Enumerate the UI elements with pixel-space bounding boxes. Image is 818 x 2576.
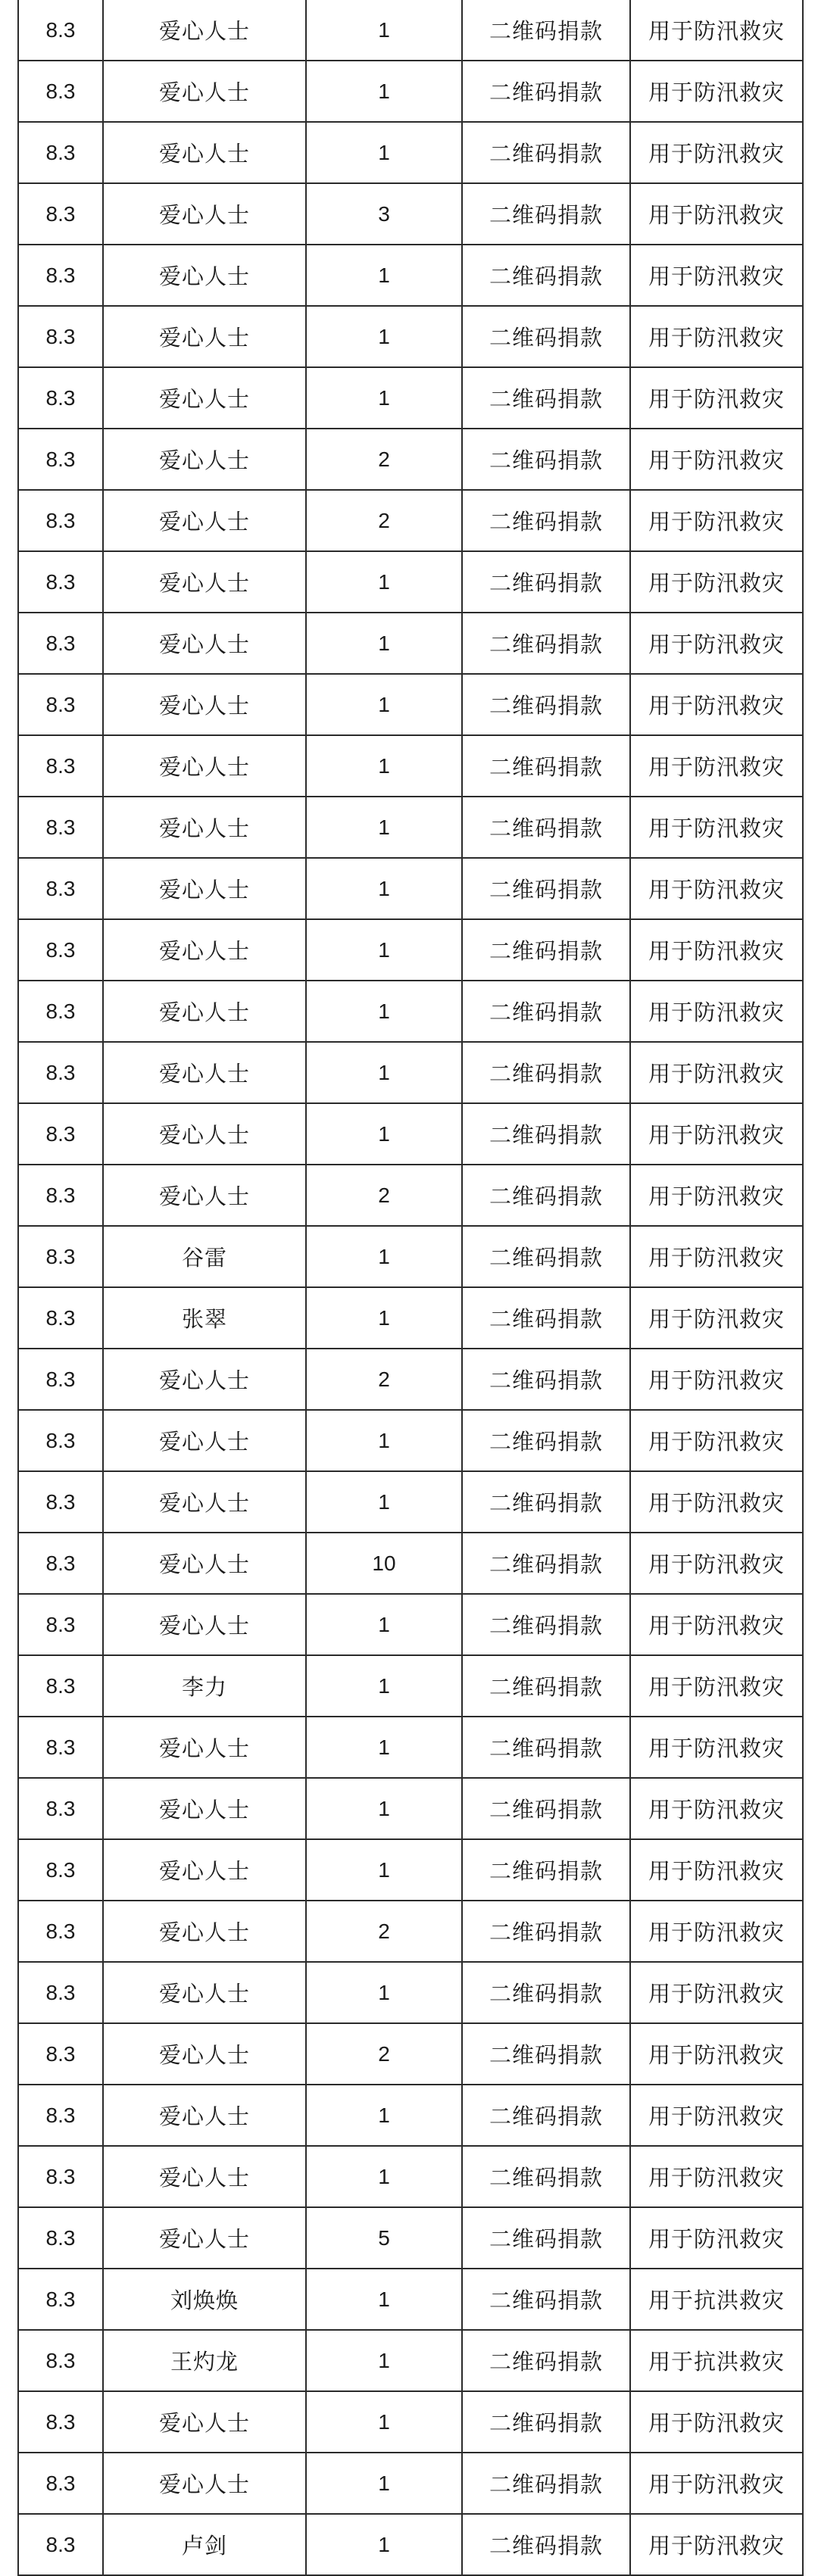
amount-cell: 5	[306, 2207, 462, 2269]
amount-cell: 1	[306, 122, 462, 183]
table-row	[18, 1901, 803, 1962]
amount-cell: 2	[306, 2023, 462, 2085]
table-row	[18, 1410, 803, 1471]
amount-cell: 1	[306, 1962, 462, 2023]
donor-cell: 爱心人士	[103, 674, 306, 735]
method-cell: 二维码捐款	[462, 1533, 630, 1594]
method-cell: 二维码捐款	[462, 2023, 630, 2085]
amount-cell: 1	[306, 1471, 462, 1533]
donor-cell: 爱心人士	[103, 2391, 306, 2453]
donor-cell: 爱心人士	[103, 429, 306, 490]
purpose-cell: 用于防汛救灾	[630, 2023, 803, 2085]
purpose-cell: 用于防汛救灾	[630, 1962, 803, 2023]
method-cell: 二维码捐款	[462, 674, 630, 735]
purpose-cell: 用于防汛救灾	[630, 2391, 803, 2453]
purpose-cell: 用于防汛救灾	[630, 1103, 803, 1165]
donor-cell: 爱心人士	[103, 1042, 306, 1103]
method-cell: 二维码捐款	[462, 61, 630, 122]
method-cell: 二维码捐款	[462, 551, 630, 613]
method-cell: 二维码捐款	[462, 2391, 630, 2453]
purpose-cell: 用于防汛救灾	[630, 122, 803, 183]
method-cell: 二维码捐款	[462, 1042, 630, 1103]
date-cell: 8.3	[18, 1410, 103, 1471]
date-cell: 8.3	[18, 797, 103, 858]
date-cell: 8.3	[18, 1655, 103, 1717]
amount-cell: 1	[306, 2514, 462, 2575]
purpose-cell: 用于防汛救灾	[630, 2207, 803, 2269]
table-row	[18, 1103, 803, 1165]
purpose-cell: 用于防汛救灾	[630, 1287, 803, 1349]
amount-cell: 2	[306, 1349, 462, 1410]
method-cell: 二维码捐款	[462, 1287, 630, 1349]
amount-cell: 1	[306, 858, 462, 919]
date-cell: 8.3	[18, 183, 103, 245]
date-cell: 8.3	[18, 490, 103, 551]
donor-cell: 王灼龙	[103, 2330, 306, 2391]
table-row	[18, 1042, 803, 1103]
table-row	[18, 367, 803, 429]
date-cell: 8.3	[18, 1901, 103, 1962]
purpose-cell: 用于防汛救灾	[630, 1533, 803, 1594]
purpose-cell: 用于防汛救灾	[630, 306, 803, 367]
method-cell: 二维码捐款	[462, 183, 630, 245]
table-row	[18, 306, 803, 367]
table-row	[18, 551, 803, 613]
date-cell: 8.3	[18, 2514, 103, 2575]
method-cell: 二维码捐款	[462, 797, 630, 858]
donation-table	[17, 0, 804, 2576]
donor-cell: 爱心人士	[103, 735, 306, 797]
donor-cell: 爱心人士	[103, 2085, 306, 2146]
table-row	[18, 797, 803, 858]
table-row	[18, 2391, 803, 2453]
date-cell: 8.3	[18, 0, 103, 61]
amount-cell: 1	[306, 0, 462, 61]
amount-cell: 3	[306, 183, 462, 245]
purpose-cell: 用于防汛救灾	[630, 1471, 803, 1533]
donor-cell: 爱心人士	[103, 2207, 306, 2269]
purpose-cell: 用于防汛救灾	[630, 1839, 803, 1901]
amount-cell: 1	[306, 1655, 462, 1717]
donor-cell: 谷雷	[103, 1226, 306, 1287]
date-cell: 8.3	[18, 551, 103, 613]
purpose-cell: 用于防汛救灾	[630, 735, 803, 797]
method-cell: 二维码捐款	[462, 1349, 630, 1410]
donor-cell: 爱心人士	[103, 1594, 306, 1655]
method-cell: 二维码捐款	[462, 2207, 630, 2269]
amount-cell: 1	[306, 2391, 462, 2453]
table-row	[18, 2330, 803, 2391]
date-cell: 8.3	[18, 2330, 103, 2391]
donor-cell: 李力	[103, 1655, 306, 1717]
method-cell: 二维码捐款	[462, 490, 630, 551]
purpose-cell: 用于防汛救灾	[630, 367, 803, 429]
amount-cell: 1	[306, 1717, 462, 1778]
purpose-cell: 用于防汛救灾	[630, 2085, 803, 2146]
date-cell: 8.3	[18, 1839, 103, 1901]
donor-cell: 爱心人士	[103, 2023, 306, 2085]
table-row	[18, 2146, 803, 2207]
donor-cell: 爱心人士	[103, 61, 306, 122]
date-cell: 8.3	[18, 1471, 103, 1533]
method-cell: 二维码捐款	[462, 1901, 630, 1962]
table-row	[18, 735, 803, 797]
date-cell: 8.3	[18, 1042, 103, 1103]
date-cell: 8.3	[18, 367, 103, 429]
date-cell: 8.3	[18, 981, 103, 1042]
amount-cell: 1	[306, 1594, 462, 1655]
method-cell: 二维码捐款	[462, 122, 630, 183]
amount-cell: 1	[306, 2453, 462, 2514]
donor-cell: 爱心人士	[103, 1839, 306, 1901]
donor-cell: 爱心人士	[103, 1533, 306, 1594]
table-row	[18, 1778, 803, 1839]
table-row	[18, 122, 803, 183]
table-row	[18, 429, 803, 490]
table-row	[18, 2453, 803, 2514]
donor-cell: 卢剑	[103, 2514, 306, 2575]
method-cell: 二维码捐款	[462, 1717, 630, 1778]
date-cell: 8.3	[18, 1287, 103, 1349]
method-cell: 二维码捐款	[462, 1103, 630, 1165]
table-row	[18, 2269, 803, 2330]
donor-cell: 爱心人士	[103, 981, 306, 1042]
amount-cell: 1	[306, 735, 462, 797]
table-row	[18, 674, 803, 735]
date-cell: 8.3	[18, 919, 103, 981]
donor-cell: 爱心人士	[103, 1349, 306, 1410]
date-cell: 8.3	[18, 1778, 103, 1839]
date-cell: 8.3	[18, 2146, 103, 2207]
table-row	[18, 245, 803, 306]
purpose-cell: 用于防汛救灾	[630, 797, 803, 858]
date-cell: 8.3	[18, 2453, 103, 2514]
date-cell: 8.3	[18, 2207, 103, 2269]
date-cell: 8.3	[18, 1165, 103, 1226]
method-cell: 二维码捐款	[462, 2453, 630, 2514]
donor-cell: 爱心人士	[103, 1901, 306, 1962]
method-cell: 二维码捐款	[462, 1655, 630, 1717]
date-cell: 8.3	[18, 1226, 103, 1287]
table-row	[18, 1287, 803, 1349]
donor-cell: 爱心人士	[103, 490, 306, 551]
date-cell: 8.3	[18, 2023, 103, 2085]
amount-cell: 1	[306, 797, 462, 858]
method-cell: 二维码捐款	[462, 919, 630, 981]
date-cell: 8.3	[18, 245, 103, 306]
table-row	[18, 1226, 803, 1287]
method-cell: 二维码捐款	[462, 367, 630, 429]
table-row	[18, 2023, 803, 2085]
date-cell: 8.3	[18, 735, 103, 797]
purpose-cell: 用于防汛救灾	[630, 61, 803, 122]
table-row	[18, 2085, 803, 2146]
purpose-cell: 用于防汛救灾	[630, 183, 803, 245]
donor-cell: 爱心人士	[103, 1103, 306, 1165]
method-cell: 二维码捐款	[462, 245, 630, 306]
method-cell: 二维码捐款	[462, 2085, 630, 2146]
amount-cell: 1	[306, 367, 462, 429]
purpose-cell: 用于防汛救灾	[630, 674, 803, 735]
date-cell: 8.3	[18, 61, 103, 122]
donor-cell: 爱心人士	[103, 1165, 306, 1226]
purpose-cell: 用于防汛救灾	[630, 1717, 803, 1778]
table-row	[18, 613, 803, 674]
date-cell: 8.3	[18, 613, 103, 674]
purpose-cell: 用于防汛救灾	[630, 1165, 803, 1226]
method-cell: 二维码捐款	[462, 858, 630, 919]
donor-cell: 爱心人士	[103, 0, 306, 61]
method-cell: 二维码捐款	[462, 1165, 630, 1226]
donor-cell: 张翠	[103, 1287, 306, 1349]
purpose-cell: 用于防汛救灾	[630, 2453, 803, 2514]
amount-cell: 1	[306, 306, 462, 367]
amount-cell: 1	[306, 1839, 462, 1901]
date-cell: 8.3	[18, 1103, 103, 1165]
method-cell: 二维码捐款	[462, 2330, 630, 2391]
method-cell: 二维码捐款	[462, 735, 630, 797]
donor-cell: 爱心人士	[103, 245, 306, 306]
donor-cell: 爱心人士	[103, 1962, 306, 2023]
amount-cell: 1	[306, 61, 462, 122]
amount-cell: 1	[306, 1103, 462, 1165]
amount-cell: 1	[306, 1042, 462, 1103]
table-row	[18, 1349, 803, 1410]
method-cell: 二维码捐款	[462, 1471, 630, 1533]
date-cell: 8.3	[18, 2085, 103, 2146]
table-row	[18, 919, 803, 981]
method-cell: 二维码捐款	[462, 2269, 630, 2330]
purpose-cell: 用于防汛救灾	[630, 1594, 803, 1655]
amount-cell: 1	[306, 1778, 462, 1839]
donation-table-body	[18, 0, 803, 2575]
amount-cell: 1	[306, 674, 462, 735]
amount-cell: 1	[306, 245, 462, 306]
amount-cell: 1	[306, 919, 462, 981]
purpose-cell: 用于防汛救灾	[630, 551, 803, 613]
donor-cell: 爱心人士	[103, 1778, 306, 1839]
purpose-cell: 用于抗洪救灾	[630, 2330, 803, 2391]
amount-cell: 2	[306, 490, 462, 551]
amount-cell: 1	[306, 2330, 462, 2391]
table-row	[18, 1594, 803, 1655]
date-cell: 8.3	[18, 122, 103, 183]
purpose-cell: 用于防汛救灾	[630, 1901, 803, 1962]
donor-cell: 爱心人士	[103, 367, 306, 429]
date-cell: 8.3	[18, 2391, 103, 2453]
table-row	[18, 1655, 803, 1717]
donor-cell: 爱心人士	[103, 183, 306, 245]
purpose-cell: 用于防汛救灾	[630, 1349, 803, 1410]
date-cell: 8.3	[18, 674, 103, 735]
purpose-cell: 用于防汛救灾	[630, 981, 803, 1042]
purpose-cell: 用于抗洪救灾	[630, 2269, 803, 2330]
table-row	[18, 490, 803, 551]
donor-cell: 爱心人士	[103, 1410, 306, 1471]
date-cell: 8.3	[18, 429, 103, 490]
purpose-cell: 用于防汛救灾	[630, 1042, 803, 1103]
amount-cell: 1	[306, 1287, 462, 1349]
donor-cell: 爱心人士	[103, 122, 306, 183]
amount-cell: 2	[306, 429, 462, 490]
purpose-cell: 用于防汛救灾	[630, 2146, 803, 2207]
date-cell: 8.3	[18, 306, 103, 367]
donor-cell: 爱心人士	[103, 2453, 306, 2514]
method-cell: 二维码捐款	[462, 429, 630, 490]
method-cell: 二维码捐款	[462, 981, 630, 1042]
date-cell: 8.3	[18, 1594, 103, 1655]
table-row	[18, 1165, 803, 1226]
donor-cell: 爱心人士	[103, 1471, 306, 1533]
table-row	[18, 0, 803, 61]
purpose-cell: 用于防汛救灾	[630, 1655, 803, 1717]
table-row	[18, 1962, 803, 2023]
method-cell: 二维码捐款	[462, 1839, 630, 1901]
table-row	[18, 2514, 803, 2575]
donor-cell: 刘焕焕	[103, 2269, 306, 2330]
amount-cell: 1	[306, 1410, 462, 1471]
method-cell: 二维码捐款	[462, 613, 630, 674]
donor-cell: 爱心人士	[103, 2146, 306, 2207]
amount-cell: 1	[306, 551, 462, 613]
date-cell: 8.3	[18, 858, 103, 919]
table-row	[18, 61, 803, 122]
date-cell: 8.3	[18, 1717, 103, 1778]
date-cell: 8.3	[18, 2269, 103, 2330]
method-cell: 二维码捐款	[462, 1594, 630, 1655]
purpose-cell: 用于防汛救灾	[630, 429, 803, 490]
donor-cell: 爱心人士	[103, 919, 306, 981]
amount-cell: 2	[306, 1901, 462, 1962]
table-row	[18, 1717, 803, 1778]
method-cell: 二维码捐款	[462, 0, 630, 61]
purpose-cell: 用于防汛救灾	[630, 1410, 803, 1471]
table-row	[18, 981, 803, 1042]
donor-cell: 爱心人士	[103, 1717, 306, 1778]
method-cell: 二维码捐款	[462, 2146, 630, 2207]
donor-cell: 爱心人士	[103, 613, 306, 674]
amount-cell: 1	[306, 2085, 462, 2146]
amount-cell: 1	[306, 613, 462, 674]
date-cell: 8.3	[18, 1349, 103, 1410]
donor-cell: 爱心人士	[103, 306, 306, 367]
table-row	[18, 1839, 803, 1901]
method-cell: 二维码捐款	[462, 1962, 630, 2023]
donor-cell: 爱心人士	[103, 551, 306, 613]
amount-cell: 2	[306, 1165, 462, 1226]
method-cell: 二维码捐款	[462, 306, 630, 367]
amount-cell: 1	[306, 2269, 462, 2330]
amount-cell: 1	[306, 981, 462, 1042]
method-cell: 二维码捐款	[462, 2514, 630, 2575]
date-cell: 8.3	[18, 1962, 103, 2023]
amount-cell: 1	[306, 2146, 462, 2207]
purpose-cell: 用于防汛救灾	[630, 245, 803, 306]
amount-cell: 1	[306, 1226, 462, 1287]
method-cell: 二维码捐款	[462, 1410, 630, 1471]
date-cell: 8.3	[18, 1533, 103, 1594]
purpose-cell: 用于防汛救灾	[630, 490, 803, 551]
table-row	[18, 2207, 803, 2269]
table-row	[18, 858, 803, 919]
purpose-cell: 用于防汛救灾	[630, 0, 803, 61]
amount-cell: 10	[306, 1533, 462, 1594]
purpose-cell: 用于防汛救灾	[630, 1226, 803, 1287]
method-cell: 二维码捐款	[462, 1778, 630, 1839]
purpose-cell: 用于防汛救灾	[630, 2514, 803, 2575]
table-row	[18, 183, 803, 245]
method-cell: 二维码捐款	[462, 1226, 630, 1287]
donor-cell: 爱心人士	[103, 797, 306, 858]
purpose-cell: 用于防汛救灾	[630, 613, 803, 674]
table-row	[18, 1533, 803, 1594]
purpose-cell: 用于防汛救灾	[630, 858, 803, 919]
purpose-cell: 用于防汛救灾	[630, 919, 803, 981]
purpose-cell: 用于防汛救灾	[630, 1778, 803, 1839]
table-row	[18, 1471, 803, 1533]
donor-cell: 爱心人士	[103, 858, 306, 919]
